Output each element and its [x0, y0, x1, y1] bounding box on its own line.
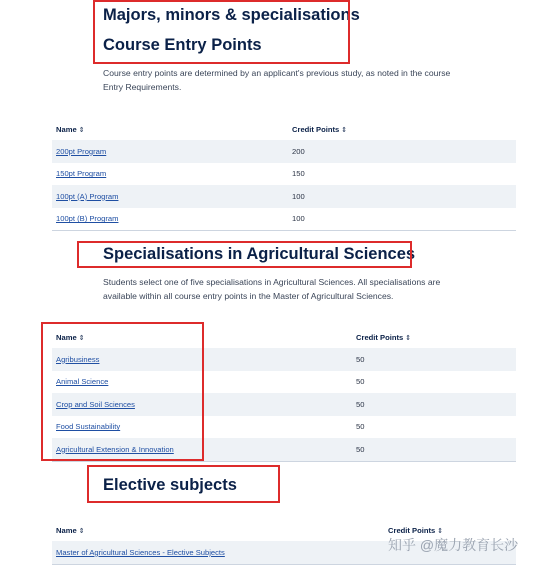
column-header-credit-points[interactable]: Credit Points ⇕: [356, 332, 412, 342]
column-header-name[interactable]: Name ⇕: [56, 525, 85, 535]
sort-icon[interactable]: ⇕: [341, 126, 348, 134]
program-link[interactable]: 100pt (B) Program: [56, 214, 119, 224]
credit-value: 100: [288, 185, 516, 208]
table-row: [52, 140, 516, 163]
specialisation-link[interactable]: Food Sustainability: [56, 422, 121, 432]
specialisations-description-line: available within all course entry points in the Master of Agricultural Sciences.: [103, 291, 394, 301]
specialisations-heading: Specialisations in Agricultural Sciences: [103, 245, 416, 263]
highlight-box-entry: [93, 0, 350, 64]
specialisation-link[interactable]: Agribusiness: [56, 354, 100, 364]
program-link[interactable]: 200pt Program: [56, 146, 107, 156]
sort-icon[interactable]: ⇕: [78, 527, 85, 535]
entry-description: [103, 66, 450, 94]
credit-value: 50: [352, 393, 516, 416]
column-header-credit-points[interactable]: Credit Points ⇕: [388, 525, 444, 535]
program-link[interactable]: 100pt (A) Program: [56, 191, 119, 201]
credit-value: 50: [352, 348, 516, 371]
specialisations-description: [103, 275, 440, 303]
credit-value: 50: [352, 438, 516, 461]
specialisation-link[interactable]: Animal Science: [56, 377, 109, 387]
sort-icon[interactable]: ⇕: [78, 126, 85, 134]
watermark-text: 知乎 @魔力教育长沙: [388, 537, 519, 553]
credit-value: 150: [292, 169, 305, 179]
column-header-name[interactable]: Name ⇕: [56, 124, 85, 134]
credit-value: 100: [288, 208, 516, 231]
credit-value: 50: [356, 377, 365, 387]
column-header-name[interactable]: Name ⇕: [56, 332, 85, 342]
majors-heading: Majors, minors & specialisations: [103, 6, 360, 24]
table-row: [52, 163, 516, 186]
entry-points-heading: Course Entry Points: [103, 36, 262, 54]
entry-description-line: Course entry points are determined by an applicant's previous study, as noted in the course: [103, 68, 451, 78]
sort-icon[interactable]: ⇕: [78, 334, 85, 342]
column-header-credit-points[interactable]: Credit Points ⇕: [292, 124, 348, 134]
highlight-box-specialisation-names: [41, 322, 204, 461]
sort-icon[interactable]: ⇕: [437, 527, 444, 535]
specialisation-link[interactable]: Agricultural Extension & Innovation: [56, 444, 174, 454]
program-link[interactable]: 150pt Program: [56, 169, 107, 179]
entry-description-line: Entry Requirements.: [103, 82, 182, 92]
table-row: [52, 208, 516, 231]
sort-icon[interactable]: ⇕: [405, 334, 412, 342]
elective-heading: Elective subjects: [103, 476, 237, 494]
credit-value: 200: [288, 140, 516, 163]
specialisation-link[interactable]: Crop and Soil Sciences: [56, 399, 135, 409]
table-row: [52, 185, 516, 208]
elective-subjects-link[interactable]: Master of Agricultural Sciences - Elective Subjects: [56, 547, 225, 557]
credit-value: 50: [356, 422, 365, 432]
highlight-box-elective: [87, 465, 280, 503]
entry-points-table: [52, 118, 516, 231]
highlight-box-specialisations: [77, 241, 412, 268]
specialisations-description-line: Students select one of five specialisations in Agricultural Sciences. All specialisations are: [103, 277, 441, 287]
